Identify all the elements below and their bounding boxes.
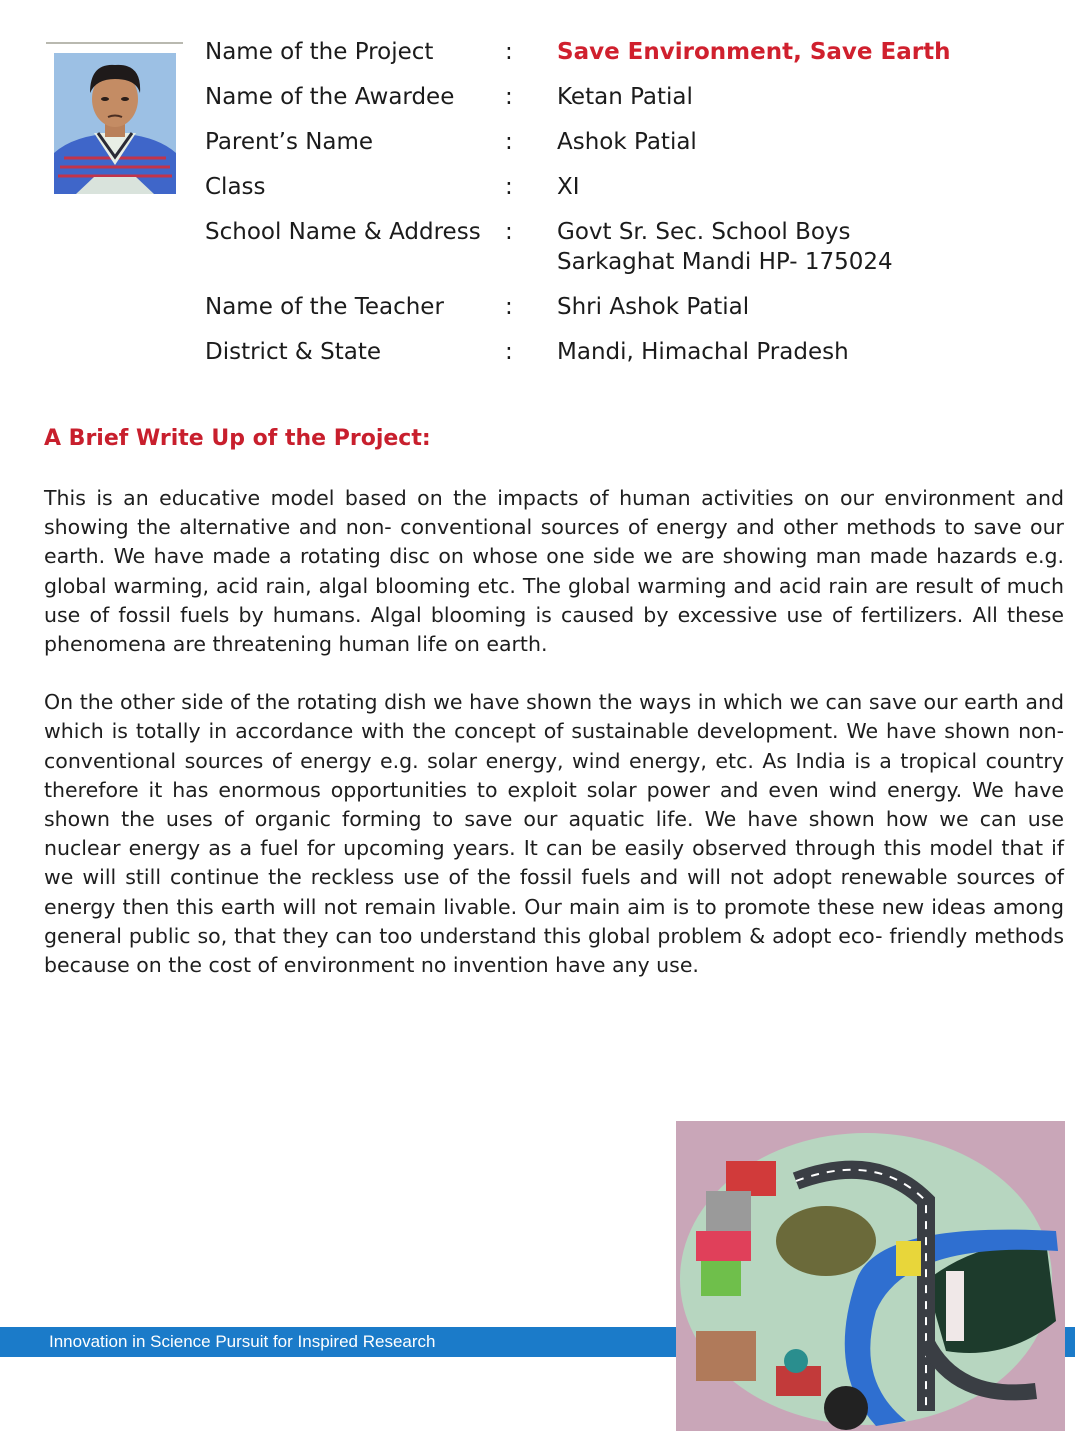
school-row: [205, 217, 1065, 277]
writeup-body: [44, 484, 1064, 1009]
field-label: Class: [205, 174, 266, 200]
field-separator: :: [505, 129, 513, 155]
field-separator: :: [505, 339, 513, 365]
student-portrait-icon: [54, 53, 176, 194]
awardee-details: [205, 37, 1065, 382]
class-row: [205, 172, 1065, 202]
field-label: School Name & Address: [205, 219, 481, 245]
awardee-name-row: [205, 82, 1065, 112]
school-address-line: Sarkaghat Mandi HP- 175024: [557, 249, 893, 275]
footer-tagline: Innovation in Science Pursuit for Inspired Research: [49, 1332, 436, 1351]
field-label: Parent’s Name: [205, 129, 374, 155]
project-name-row: [205, 37, 1065, 67]
project-model-photo: [676, 1121, 1065, 1431]
awardee-photo: [54, 53, 176, 194]
writeup-paragraph: This is an educative model based on the impacts of human activities on our environment and showing the alternative and non- conventional sources of energy and other methods to save our earth. We have made a rotating disc on whose one side we are showing man made hazards e.g. global warming, acid rain, algal blooming etc. The global warming and acid rain are result of much use of fossil fuels by humans. Algal blooming is caused by excessive use of fertilizers. All these phenomena are threatening human life on earth.: [44, 486, 1064, 657]
class-value: XI: [557, 174, 580, 200]
field-separator: :: [505, 84, 513, 110]
photo-divider: [46, 42, 183, 44]
field-label: Name of the Awardee: [205, 84, 455, 110]
field-separator: :: [505, 219, 513, 245]
district-state-row: [205, 337, 1065, 367]
awardee-name-value: Ketan Patial: [557, 84, 693, 110]
field-separator: :: [505, 174, 513, 200]
writeup-paragraph: On the other side of the rotating dish we have shown the ways in which we can save our earth and which is totally in accordance with the concept of sustainable development. We have shown non-conventional sources of energy e.g. solar energy, wind energy, etc. As India is a tropical country therefore it has enormous opportunities to exploit solar power and even wind energy. We have shown the uses of organic forming to save our aquatic life. We have shown how we can use nuclear energy as a fuel for upcoming years. It can be easily observed through this model that if we will still continue the reckless use of the fossil fuels and will not adopt renewable sources of energy then this earth will not remain livable. Our main aim is to promote these new ideas among general public so, that they can too understand this global problem & adopt eco- friendly methods because on the cost of environment no invention have any use.: [44, 690, 1064, 978]
writeup-heading: A Brief Write Up of the Project:: [44, 426, 431, 451]
parent-name-row: [205, 127, 1065, 157]
field-label: District & State: [205, 339, 382, 365]
school-address-value: [557, 217, 1065, 277]
teacher-row: [205, 292, 1065, 322]
parent-name-value: Ashok Patial: [557, 129, 697, 155]
field-separator: :: [505, 294, 513, 320]
project-name-value: Save Environment, Save Earth: [557, 39, 951, 65]
district-state-value: Mandi, Himachal Pradesh: [557, 339, 849, 365]
field-separator: :: [505, 39, 513, 65]
field-label: Name of the Teacher: [205, 294, 444, 320]
school-name-line: Govt Sr. Sec. School Boys: [557, 219, 851, 245]
teacher-name-value: Shri Ashok Patial: [557, 294, 750, 320]
rotating-disc-model-icon: [676, 1121, 1065, 1431]
field-label: Name of the Project: [205, 39, 434, 65]
